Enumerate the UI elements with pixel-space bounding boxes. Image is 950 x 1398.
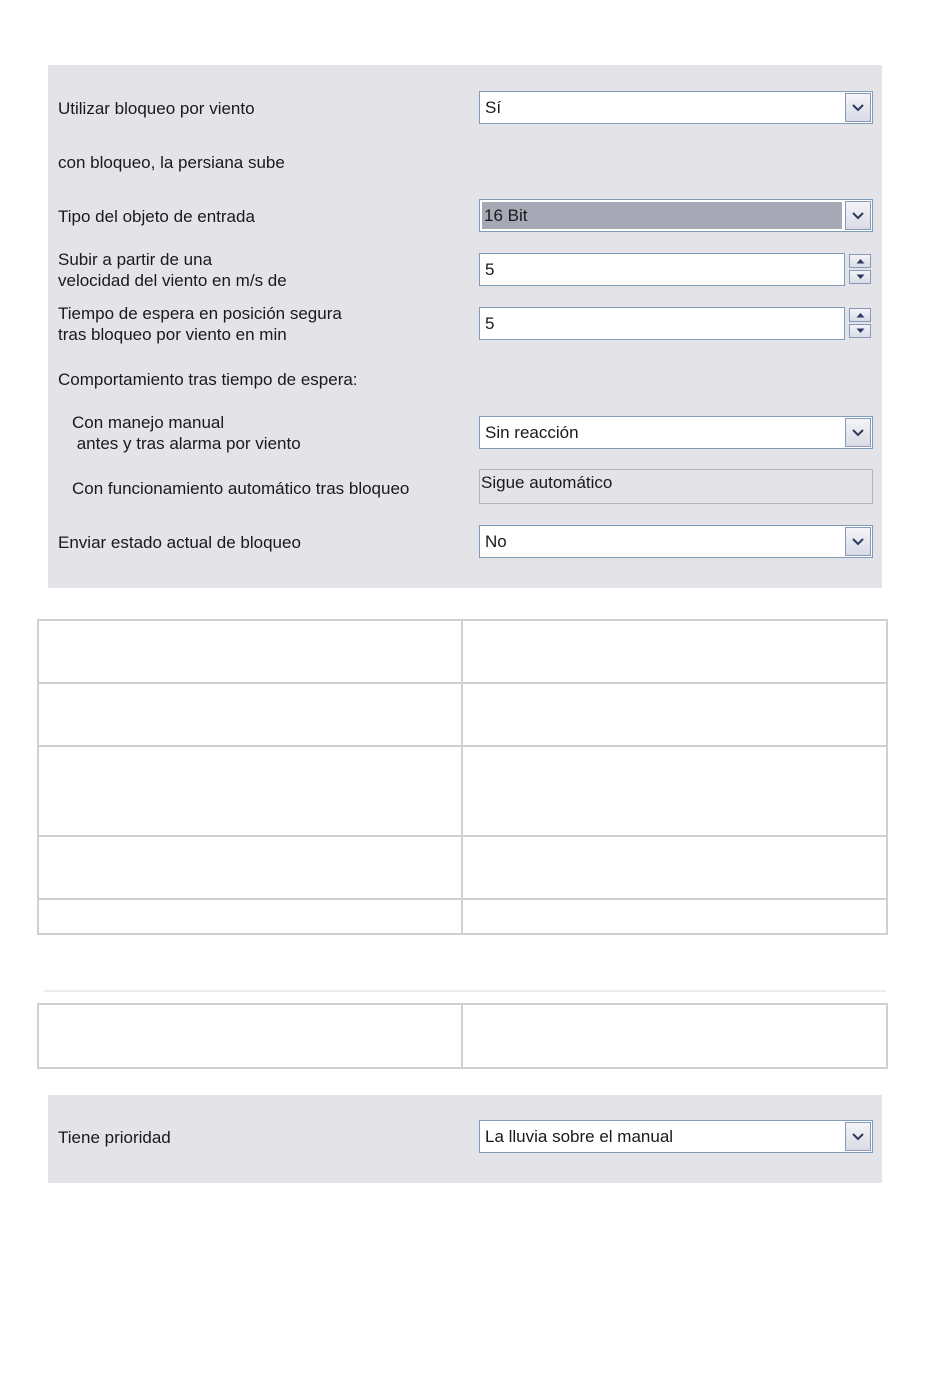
manual-label: Con manejo manual antes y tras alarma por viento bbox=[72, 413, 301, 453]
table-row bbox=[38, 1004, 887, 1068]
parameter-description-table bbox=[37, 619, 888, 935]
wind-lock-panel bbox=[48, 65, 882, 588]
wait-time-label: Tiempo de espera en posición segura tras bloqueo por viento en min bbox=[58, 304, 342, 344]
chevron-down-icon[interactable] bbox=[845, 527, 871, 556]
table-cell bbox=[38, 836, 462, 899]
lock-info-text: con bloqueo, la persiana sube bbox=[58, 153, 285, 172]
arrow-down-icon[interactable] bbox=[849, 324, 871, 338]
table-row bbox=[38, 746, 887, 836]
automatic-readonly-field bbox=[479, 469, 873, 504]
automatic-value: Sigue automático bbox=[481, 473, 613, 492]
use-lock-value: Sí bbox=[485, 98, 502, 117]
wind-speed-input[interactable] bbox=[479, 253, 845, 286]
table-cell bbox=[462, 836, 887, 899]
priority-value: La lluvia sobre el manual bbox=[485, 1127, 674, 1146]
arrow-down-icon[interactable] bbox=[849, 270, 871, 284]
send-status-label: Enviar estado actual de bloqueo bbox=[58, 533, 301, 552]
manual-value: Sin reacción bbox=[485, 423, 579, 442]
input-type-label: Tipo del objeto de entrada bbox=[58, 207, 255, 226]
use-lock-dropdown[interactable] bbox=[479, 91, 873, 124]
priority-label: Tiene prioridad bbox=[58, 1128, 171, 1147]
wait-time-value: 5 bbox=[485, 314, 495, 333]
selection-highlight bbox=[482, 202, 842, 229]
automatic-label: Con funcionamiento automático tras bloqueo bbox=[72, 479, 410, 498]
rain-description-table bbox=[37, 1003, 888, 1069]
chevron-down-icon[interactable] bbox=[845, 418, 871, 447]
input-type-dropdown[interactable] bbox=[479, 199, 873, 232]
wind-speed-spinner[interactable] bbox=[479, 253, 873, 286]
wait-time-input[interactable] bbox=[479, 307, 845, 340]
table-row bbox=[38, 899, 887, 934]
table-row bbox=[38, 620, 887, 683]
arrow-up-icon[interactable] bbox=[849, 254, 871, 268]
table-cell bbox=[462, 683, 887, 746]
wait-time-spinner[interactable] bbox=[479, 307, 873, 340]
table-cell bbox=[38, 746, 462, 836]
table-row bbox=[38, 683, 887, 746]
table-cell bbox=[462, 899, 887, 934]
table-cell bbox=[38, 620, 462, 683]
priority-panel bbox=[48, 1095, 882, 1183]
table-cell bbox=[38, 683, 462, 746]
chevron-down-icon[interactable] bbox=[845, 201, 871, 230]
table-cell bbox=[38, 1004, 462, 1068]
table-cell bbox=[462, 746, 887, 836]
table-cell bbox=[38, 899, 462, 934]
input-type-value: 16 Bit bbox=[484, 206, 528, 225]
use-lock-label: Utilizar bloqueo por viento bbox=[58, 99, 255, 118]
behaviour-heading: Comportamiento tras tiempo de espera: bbox=[58, 370, 358, 389]
arrow-up-icon[interactable] bbox=[849, 308, 871, 322]
table-cell bbox=[462, 620, 887, 683]
section-divider bbox=[44, 990, 886, 992]
send-status-value: No bbox=[485, 532, 507, 551]
wind-speed-value: 5 bbox=[485, 260, 495, 279]
table-row bbox=[38, 836, 887, 899]
chevron-down-icon[interactable] bbox=[845, 93, 871, 122]
wind-speed-label: Subir a partir de una velocidad del viento en m/s de bbox=[58, 250, 287, 290]
table-cell bbox=[462, 1004, 887, 1068]
chevron-down-icon[interactable] bbox=[845, 1122, 871, 1151]
priority-dropdown[interactable] bbox=[479, 1120, 873, 1153]
send-status-dropdown[interactable] bbox=[479, 525, 873, 558]
manual-dropdown[interactable] bbox=[479, 416, 873, 449]
